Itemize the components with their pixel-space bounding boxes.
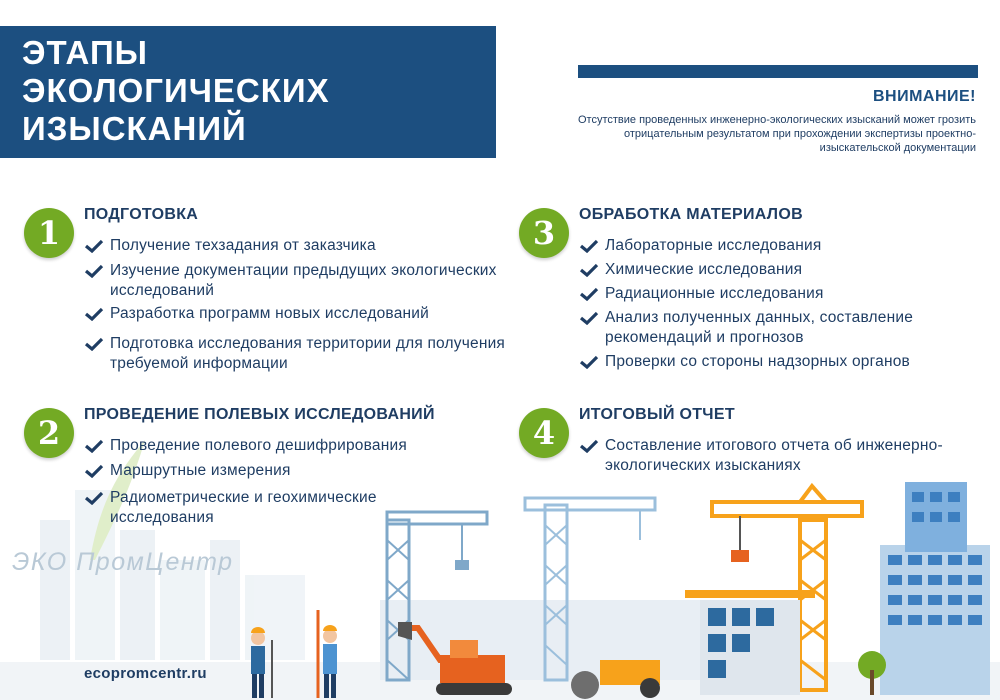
stage-2-item	[84, 436, 510, 456]
stage-4-title: ИТОГОВЫЙ ОТЧЕТ	[579, 406, 735, 423]
stage-2-item-text: Радиометрические и геохимические исследования	[110, 489, 377, 526]
page-title-line-3: ИЗЫСКАНИЙ	[22, 110, 247, 147]
stage-1-item	[84, 304, 520, 324]
tall-building	[858, 482, 990, 695]
stage-2-number-badge: 2	[24, 408, 74, 458]
check-icon	[84, 264, 104, 278]
stage-1-item	[84, 334, 510, 374]
stage-2-item-text: Проведение полевого дешифрирования	[110, 437, 407, 454]
website-link[interactable]: ecopromcentr.ru	[84, 665, 207, 682]
stage-3-item	[579, 352, 1000, 372]
stage-2-item	[84, 488, 480, 528]
stage-1-number-badge: 1	[24, 208, 74, 258]
check-icon	[84, 439, 104, 453]
stage-1-item-text: Разработка программ новых исследований	[110, 305, 429, 322]
building-under-construction	[685, 590, 815, 695]
stage-4-item-text: Составление итогового отчета об инженерно-экологических изысканиях	[605, 437, 943, 474]
stage-3-item-text: Проверки со стороны надзорных органов	[605, 353, 910, 370]
stage-1-item	[84, 236, 510, 256]
stage-3-item-text: Радиационные исследования	[605, 285, 824, 302]
check-icon	[84, 337, 104, 351]
stage-2-item-text: Маршрутные измерения	[110, 462, 291, 479]
stage-2-title: ПРОВЕДЕНИЕ ПОЛЕВЫХ ИССЛЕДОВАНИЙ	[84, 406, 435, 423]
company-logo-watermark: ЭКО ПромЦентр	[12, 548, 234, 576]
check-icon	[579, 439, 599, 453]
stage-3-item-text: Химические исследования	[605, 261, 803, 278]
stage-3-item-text: Анализ полученных данных, составление рекомендаций и прогнозов	[605, 309, 914, 346]
stage-1-item-text: Изучение документации предыдущих экологических исследований	[110, 262, 497, 299]
check-icon	[579, 311, 599, 325]
check-icon	[84, 491, 104, 505]
stage-1-item-text: Подготовка исследования территории для получения требуемой информации	[110, 335, 506, 372]
stage-3-number-badge: 3	[519, 208, 569, 258]
stage-3-item	[579, 260, 1000, 280]
stage-3-item-text: Лабораторные исследования	[605, 237, 822, 254]
stage-1-title: ПОДГОТОВКА	[84, 206, 199, 223]
attention-title: ВНИМАНИЕ!	[872, 88, 976, 105]
attention-divider	[578, 65, 978, 78]
page-title-line-2: ЭКОЛОГИЧЕСКИХ	[22, 72, 330, 109]
check-icon	[579, 355, 599, 369]
check-icon	[579, 287, 599, 301]
stage-3-item	[579, 284, 1000, 304]
title-banner	[0, 26, 496, 158]
check-icon	[579, 263, 599, 277]
stage-3-title: ОБРАБОТКА МАТЕРИАЛОВ	[579, 206, 803, 223]
stage-3-item	[579, 308, 1000, 348]
stage-3-item	[579, 236, 1000, 256]
check-icon	[84, 239, 104, 253]
check-icon	[84, 464, 104, 478]
check-icon	[84, 307, 104, 321]
stage-1-item-text: Получение техзадания от заказчика	[110, 237, 376, 254]
check-icon	[579, 239, 599, 253]
page-title-line-1: ЭТАПЫ	[22, 34, 148, 71]
stage-4-number-badge: 4	[519, 408, 569, 458]
attention-text: Отсутствие проведенных инженерно-экологических изысканий может грозить отрицательным результатом при прохождении экспертизы проектно-изыскательской документации	[577, 114, 976, 154]
stage-4-item	[579, 436, 975, 476]
stage-1-item	[84, 261, 510, 301]
stage-2-item	[84, 461, 510, 481]
